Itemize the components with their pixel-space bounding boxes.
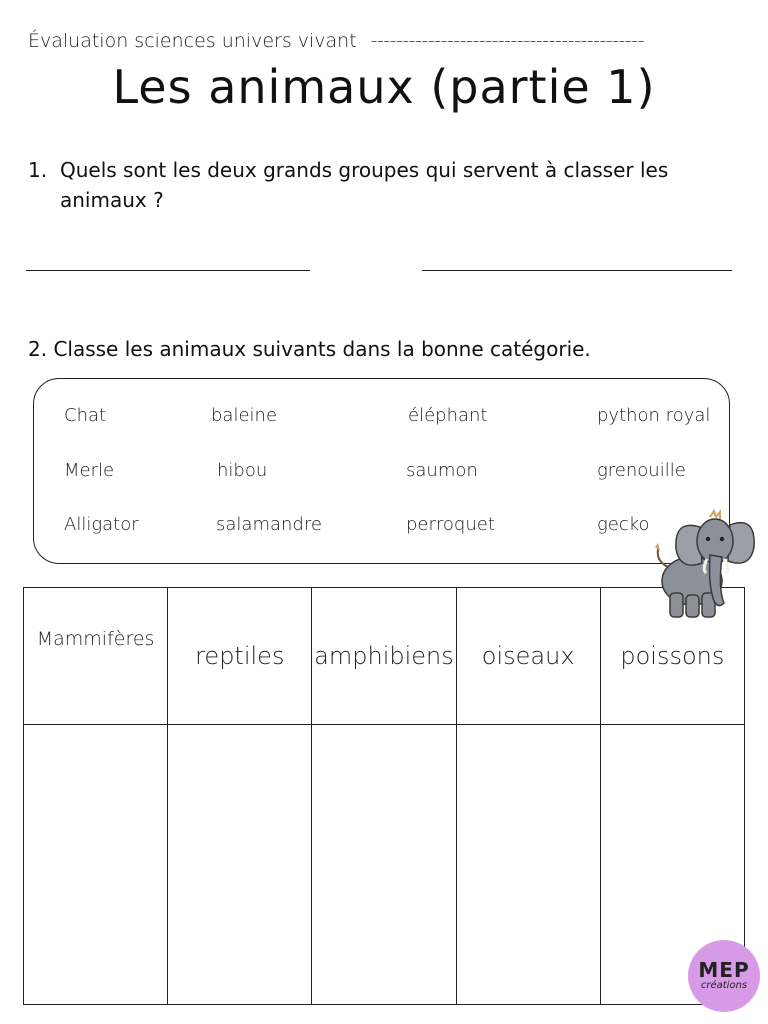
animal-word: gecko	[597, 514, 650, 535]
logo-text-main: MEP	[698, 958, 750, 982]
table-answer-row	[24, 725, 745, 1005]
column-header-oiseaux: oiseaux	[456, 588, 600, 725]
answer-cell-amphibiens[interactable]	[312, 725, 456, 1005]
animal-word: python royal	[597, 405, 711, 426]
question-1-text: Quels sont les deux grands groupes qui servent à classer les animaux ?	[60, 158, 669, 212]
answer-cell-reptiles[interactable]	[168, 725, 312, 1005]
column-header-amphibiens: amphibiens	[312, 588, 456, 725]
animal-word: saumon	[406, 460, 478, 481]
column-header-reptiles: reptiles	[168, 588, 312, 725]
column-header-poissons: poissons	[600, 588, 744, 725]
answer-cell-oiseaux[interactable]	[456, 725, 600, 1005]
animal-word: perroquet	[406, 514, 495, 535]
logo-text-sub: créations	[700, 980, 748, 991]
answer-cell-mammiferes[interactable]	[24, 725, 168, 1005]
page-title: Les animaux (partie 1)	[112, 60, 656, 114]
animal-word: Merle	[64, 460, 115, 481]
header-line	[28, 30, 644, 52]
animal-word: Alligator	[64, 514, 139, 535]
category-table	[23, 587, 748, 1005]
animal-word: éléphant	[408, 405, 488, 426]
subject-label: Évaluation sciences univers vivant	[28, 30, 357, 52]
animal-word-box	[33, 378, 730, 564]
table-header-row	[24, 588, 745, 725]
animal-word: baleine	[211, 405, 278, 426]
answer-line-2[interactable]	[422, 270, 732, 271]
mep-creations-logo	[688, 940, 760, 1012]
question-2: 2. Classe les animaux suivants dans la bonne catégorie.	[28, 337, 591, 361]
elephant-illustration	[652, 505, 758, 623]
question-1-number: 1.	[28, 158, 48, 182]
answer-line-1[interactable]	[26, 270, 310, 271]
name-line: -------------------------------------------	[370, 30, 644, 52]
column-header-mammiferes: Mammifères	[24, 588, 168, 725]
animal-word: salamandre	[216, 514, 322, 535]
animal-word: hibou	[217, 460, 268, 481]
animal-word: grenouille	[597, 460, 686, 481]
animal-word: Chat	[64, 405, 107, 426]
